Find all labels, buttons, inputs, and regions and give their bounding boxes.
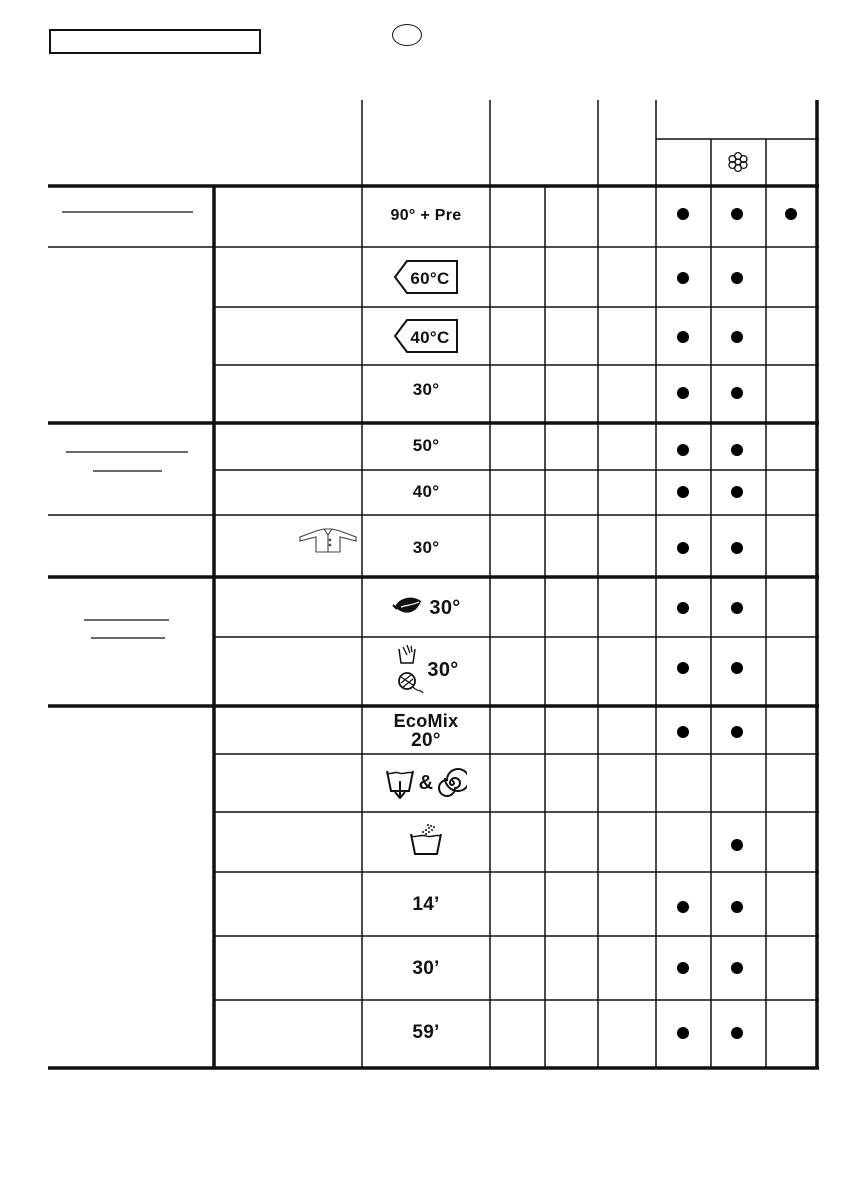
detergent-dot: [677, 962, 689, 974]
program-label-rinse: [362, 820, 490, 862]
detergent-dot: [677, 486, 689, 498]
spin-icon: [437, 768, 467, 798]
detergent-dot: [677, 726, 689, 738]
program-label-30-delicate: 30°: [362, 590, 490, 626]
program-label-60c: [362, 257, 490, 297]
program-label-50: 50°: [412, 436, 440, 455]
detergent-dot: [731, 839, 743, 851]
temperature-tag-icon: [393, 259, 459, 295]
temperature-tag-text: 60°C: [410, 269, 450, 288]
detergent-dot: [731, 486, 743, 498]
drain-icon: [385, 767, 415, 799]
detergent-dot: [677, 272, 689, 284]
detergent-dot: [731, 1027, 743, 1039]
detergent-dot: [677, 602, 689, 614]
detergent-dot: [677, 901, 689, 913]
leaf-icon: [391, 593, 425, 623]
detergent-dot: [785, 208, 797, 220]
detergent-dot: [677, 387, 689, 399]
detergent-dot: [731, 662, 743, 674]
program-label-30: 30°: [412, 380, 440, 399]
detergent-dot: [677, 208, 689, 220]
detergent-dot: [677, 444, 689, 456]
header-box: [49, 29, 261, 54]
handwash-wool-icon: [393, 643, 425, 697]
program-label-59min: 59’: [412, 1022, 440, 1043]
detergent-dot: [731, 542, 743, 554]
detergent-dot: [731, 602, 743, 614]
detergent-dot: [677, 542, 689, 554]
program-label-14min: 14’: [412, 894, 440, 915]
language-circle: [392, 24, 422, 46]
detergent-dot: [731, 272, 743, 284]
program-label-30-shirt: 30°: [412, 538, 440, 557]
program-label-40c: [362, 316, 490, 356]
flower-icon: [727, 151, 749, 173]
program-label-40: 40°: [412, 482, 440, 501]
detergent-dot: [731, 444, 743, 456]
detergent-dot: [731, 387, 743, 399]
temperature-tag-text: 40°C: [410, 328, 450, 347]
program-label-90-pre: 90° + Pre: [390, 207, 462, 224]
detergent-dot: [731, 901, 743, 913]
program-label-30min: 30’: [412, 958, 440, 979]
program-label-drain-spin: &: [362, 762, 490, 804]
rinse-icon: [409, 824, 443, 858]
detergent-dot: [677, 331, 689, 343]
program-label-ecomix: EcoMix 20°: [393, 711, 459, 751]
detergent-dot: [731, 962, 743, 974]
detergent-dot: [731, 331, 743, 343]
program-label-30-wool: 30°: [362, 642, 490, 698]
temperature-tag-icon: [393, 318, 459, 354]
detergent-dot: [677, 662, 689, 674]
detergent-dot: [731, 726, 743, 738]
detergent-dot: [731, 208, 743, 220]
detergent-dot: [677, 1027, 689, 1039]
shirt-icon: [298, 527, 358, 553]
